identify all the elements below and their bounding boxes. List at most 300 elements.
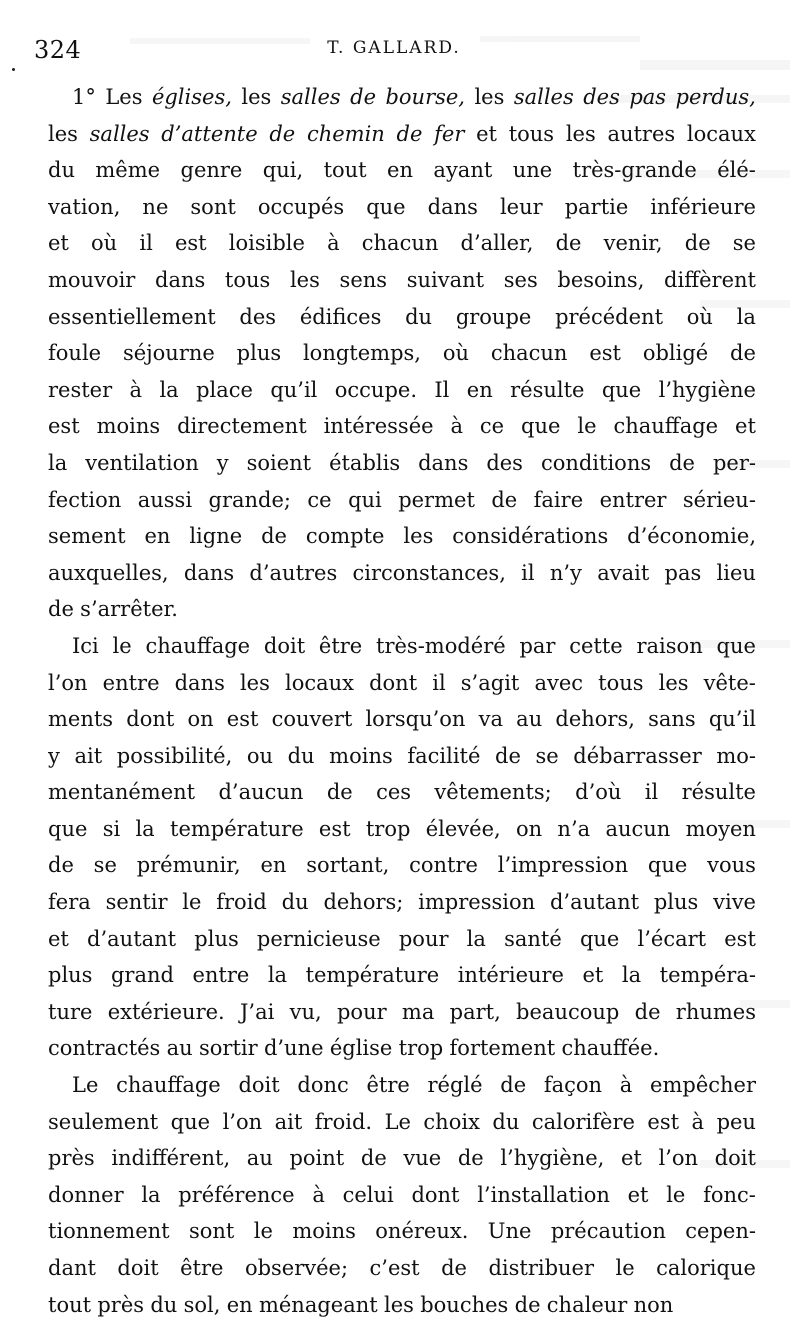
word: fonc- (703, 1182, 756, 1207)
word: il (139, 231, 153, 256)
word: est (174, 231, 207, 256)
word: il (644, 780, 659, 805)
word: plus (236, 341, 282, 366)
word: ventilation (85, 450, 199, 475)
word: à (691, 1109, 705, 1134)
word: fortement (449, 1036, 556, 1061)
word: de (326, 780, 353, 805)
word: du (405, 304, 433, 329)
italic-word: d’attente (161, 121, 258, 146)
text-line (48, 665, 756, 702)
word: à (312, 1182, 325, 1207)
word: Le (72, 1073, 99, 1098)
word: de (457, 1146, 484, 1171)
word: dans (427, 194, 478, 219)
text-line (48, 738, 756, 775)
word: d’aucun (218, 780, 304, 805)
word: cette (569, 633, 623, 658)
word: dont (369, 670, 418, 695)
word: l’on (658, 1146, 699, 1171)
word: essentiellement (48, 304, 216, 329)
word: auxquelles, (48, 560, 169, 585)
italic-word: des (583, 85, 620, 109)
word: en (387, 158, 413, 183)
word: et (582, 963, 604, 988)
word: sont (188, 1219, 235, 1244)
word: la (135, 816, 155, 841)
text-line (48, 847, 756, 884)
word: se (732, 231, 756, 256)
word: conditions (540, 450, 652, 475)
word: d’autres (249, 560, 338, 585)
word: groupe (455, 304, 532, 329)
word: dans (418, 450, 469, 475)
text-line (48, 921, 756, 958)
word: froid (216, 890, 267, 915)
word: directement (177, 414, 307, 439)
word: lieu (716, 560, 756, 585)
word: chauffée. (561, 1036, 660, 1061)
word: calorifère (531, 1109, 635, 1134)
word: possibilité, (116, 743, 233, 768)
word: d’autant (87, 926, 177, 951)
word: occupés (257, 194, 345, 219)
word: aussi (137, 487, 193, 512)
word: moins (292, 1219, 356, 1244)
text-line (48, 335, 756, 372)
word: partie (564, 194, 629, 219)
word: sement (48, 524, 126, 549)
word: les (384, 1292, 414, 1317)
word: élevée, (425, 816, 501, 841)
word: tous (224, 267, 271, 292)
word: cepen- (685, 1219, 756, 1244)
word: intérieure (457, 963, 564, 988)
word: n’a (557, 816, 591, 841)
word: 1° (72, 85, 96, 109)
word: d’aller, (460, 231, 534, 256)
text-line (48, 774, 756, 811)
word: empêcher (650, 1073, 756, 1098)
word: de (500, 1073, 527, 1098)
word: si (102, 816, 121, 841)
word: impression (418, 890, 536, 915)
word: les (474, 85, 505, 109)
word: part, (449, 999, 501, 1024)
word: d’une (263, 1036, 324, 1061)
word: qu’il (270, 377, 318, 402)
word: ce (479, 414, 505, 439)
word: du (492, 1109, 520, 1134)
word: intéressée (323, 414, 434, 439)
word: en (466, 377, 493, 402)
word: plus (48, 963, 93, 988)
word: pas (664, 560, 702, 585)
word: sont (190, 194, 236, 219)
text-line (48, 408, 756, 445)
word: la (466, 926, 486, 951)
italic-word: pas (629, 85, 667, 109)
word: et (48, 926, 69, 951)
word: où (91, 231, 118, 256)
word: leur (499, 194, 543, 219)
word: le (253, 1219, 273, 1244)
word: Les (105, 85, 143, 109)
word: loisible (228, 231, 305, 256)
word: d’économie, (627, 524, 756, 549)
italic-word: de (269, 121, 296, 146)
text-line (48, 189, 756, 226)
word: moyen (685, 816, 756, 841)
word: pour (336, 999, 387, 1024)
word: chacun (361, 231, 439, 256)
paragraph (48, 79, 756, 628)
italic-word: salles (513, 85, 574, 109)
word: séjourne (122, 341, 215, 366)
text-line (48, 79, 756, 116)
word: froid. (314, 1109, 373, 1134)
word: rhumes (675, 999, 756, 1024)
word: est (226, 707, 259, 732)
word: sentir (105, 890, 168, 915)
word: s’agit (460, 670, 520, 695)
word: vu, (289, 999, 322, 1024)
word: du (287, 743, 315, 768)
word: facilité (407, 743, 481, 768)
word: de (261, 524, 287, 549)
word: ses (503, 267, 538, 292)
word: longtemps, (302, 341, 421, 366)
italic-word: chemin (306, 121, 385, 146)
word: on (187, 707, 214, 732)
word: de (360, 1146, 387, 1171)
word: mouvoir (48, 267, 136, 292)
word: entrer (599, 487, 667, 512)
word: donner (48, 1182, 124, 1207)
word: Une (487, 1219, 532, 1244)
word: moins (96, 414, 161, 439)
word: sortant, (306, 853, 390, 878)
italic-word: perdus, (675, 85, 756, 109)
word: peu (716, 1109, 756, 1134)
word: mo- (716, 743, 756, 768)
word: d’où (575, 780, 622, 805)
word: l’impression (497, 853, 629, 878)
word: donc (297, 1073, 349, 1098)
word: l’hygiène (658, 377, 756, 402)
italic-word: églises, (151, 85, 232, 109)
word: compte (305, 524, 385, 549)
word: chaleur (546, 1292, 628, 1317)
word: les (48, 121, 78, 146)
word: au (166, 1036, 193, 1061)
word: ma (401, 999, 435, 1024)
word: où (442, 341, 469, 366)
text-line (48, 884, 756, 921)
word: vêtements; (434, 780, 552, 805)
word: les (289, 267, 320, 292)
word: c’est (369, 1256, 420, 1280)
text-line (48, 1177, 756, 1214)
text-line (48, 152, 756, 189)
word: doit (263, 633, 306, 658)
word: même (95, 158, 161, 183)
text-line (48, 372, 756, 409)
word: où (686, 304, 713, 329)
word: près (48, 1146, 95, 1171)
word: qu’il (708, 707, 756, 732)
word: de (555, 231, 582, 256)
word: observée; (244, 1256, 349, 1280)
word: de (495, 743, 521, 768)
word: que (521, 414, 561, 439)
text-line (48, 1287, 756, 1324)
word: fection (48, 487, 122, 512)
text-line (48, 994, 756, 1031)
word: Ici (72, 633, 99, 658)
paragraph (48, 628, 756, 1067)
word: doit (238, 1073, 280, 1098)
word: ait (274, 1109, 303, 1134)
word: considérations (452, 524, 609, 549)
word: aucun (605, 816, 671, 841)
word: l’écart (637, 926, 707, 951)
word: sortir (198, 1036, 258, 1061)
word: tout (323, 158, 367, 183)
word: est (318, 816, 351, 841)
word: résulte (681, 780, 756, 805)
word: de (491, 487, 518, 512)
word: et (735, 414, 756, 439)
word: sérieu- (682, 487, 756, 512)
italic-word: bourse, (385, 85, 465, 109)
word: point (289, 1146, 345, 1171)
word: se (535, 743, 559, 768)
word: dont (411, 1182, 460, 1207)
word: est (724, 926, 756, 951)
word: de (634, 999, 661, 1024)
word: n’y (549, 560, 582, 585)
word: vue (403, 1146, 442, 1171)
word: ture (48, 999, 93, 1024)
word: doit (714, 1146, 756, 1171)
word: entre (102, 670, 160, 695)
word: la (267, 963, 288, 988)
text-line (48, 1213, 756, 1250)
word: du (281, 890, 309, 915)
text-line (48, 701, 756, 738)
word: foule (48, 341, 102, 366)
text-line (48, 445, 756, 482)
page-header (34, 30, 754, 70)
word: permet (398, 487, 475, 512)
word: dans (155, 267, 206, 292)
word: les (239, 670, 270, 695)
word: occupe. (334, 377, 418, 402)
word: vête- (703, 670, 756, 695)
text-line (48, 1030, 756, 1067)
word: température (170, 816, 304, 841)
word: que (366, 194, 406, 219)
italic-word: de (350, 85, 376, 109)
word: dans (174, 670, 225, 695)
word: pernicieuse (256, 926, 381, 951)
word: une (512, 158, 553, 183)
word: plus (653, 890, 699, 915)
word: ayant (433, 158, 493, 183)
word: sens (339, 267, 388, 292)
word: être (318, 633, 363, 658)
word: chauffage (145, 633, 251, 658)
word: de (684, 231, 711, 256)
word: que (647, 853, 688, 878)
word: obligé (642, 341, 709, 366)
word: est (48, 414, 80, 439)
word: on (515, 816, 543, 841)
word: de (514, 1292, 541, 1317)
word: vation, (48, 194, 121, 219)
text-line (48, 1250, 756, 1287)
word: choix (423, 1109, 480, 1134)
word: que (716, 633, 756, 658)
word: la (159, 377, 179, 402)
word: raison (636, 633, 703, 658)
word: le (182, 890, 202, 915)
word: locaux (686, 121, 756, 146)
word: près (97, 1292, 145, 1317)
word: élé- (717, 158, 756, 183)
word: moins (329, 743, 393, 768)
word: autres (607, 121, 676, 146)
word: est (589, 341, 621, 366)
word: la (141, 1182, 161, 1207)
word: circonstances, (352, 560, 506, 585)
word: per- (712, 450, 756, 475)
word: le (666, 1182, 686, 1207)
text-line (48, 262, 756, 299)
word: venir, (603, 231, 663, 256)
word: J’ai (240, 999, 275, 1024)
word: genre (180, 158, 243, 183)
word: qui (348, 487, 382, 512)
word: l’hygiène, (500, 1146, 605, 1171)
word: en (226, 1292, 253, 1317)
word: onéreux. (375, 1219, 469, 1244)
word: tionnement (48, 1219, 170, 1244)
word: précaution (550, 1219, 666, 1244)
word: contre (409, 853, 478, 878)
word: seulement (48, 1109, 159, 1134)
word: la (621, 963, 642, 988)
word: est (647, 1109, 680, 1134)
word: dant (48, 1256, 96, 1280)
word: préférence (178, 1182, 295, 1207)
text-line (48, 1067, 756, 1104)
word: édifices (299, 304, 382, 329)
word: diffèrent (664, 267, 756, 292)
word: tous (598, 670, 644, 695)
word: couvert (271, 707, 353, 732)
word: le (112, 633, 132, 658)
word: au (246, 1146, 273, 1171)
word: d’autant (549, 890, 640, 915)
word: température (305, 963, 440, 988)
word: très-modéré (376, 633, 506, 658)
word: besoins, (557, 267, 645, 292)
word: être (366, 1073, 410, 1098)
word: extérieure. (107, 999, 225, 1024)
word: que (579, 926, 620, 951)
word: non (633, 1292, 674, 1317)
word: celui (342, 1182, 394, 1207)
text-line (48, 299, 756, 336)
word: bouches (420, 1292, 509, 1317)
word: par (519, 633, 556, 658)
word: établis (329, 450, 401, 475)
page-edge-speck (12, 68, 15, 71)
text-line (48, 591, 756, 628)
word: les (658, 670, 689, 695)
word: avec (534, 670, 584, 695)
word: sans (648, 707, 696, 732)
word: très-grande (572, 158, 697, 183)
word: que (601, 377, 642, 402)
word: dans (183, 560, 235, 585)
word: prémunir, (136, 853, 241, 878)
italic-word: salles (280, 85, 341, 109)
word: au (516, 707, 543, 732)
word: va (478, 707, 504, 732)
word: en (260, 853, 287, 878)
word: ments (48, 707, 114, 732)
word: grand (110, 963, 174, 988)
word: fera (48, 890, 91, 915)
word: il (521, 560, 535, 585)
text-line (48, 225, 756, 262)
word: qui, (262, 158, 304, 183)
word: lorsqu’on (365, 707, 466, 732)
word: à (129, 377, 143, 402)
word: que (170, 1109, 211, 1134)
word: ait (74, 743, 103, 768)
word: et (627, 1182, 649, 1207)
text-line (48, 957, 756, 994)
body-text (48, 79, 756, 1323)
word: distribuer (488, 1256, 595, 1280)
word: résulte (510, 377, 585, 402)
word: les (241, 85, 272, 109)
page-number: 324 (34, 36, 82, 64)
word: y (48, 743, 60, 768)
word: dehors; (323, 890, 404, 915)
word: ou (246, 743, 274, 768)
word: entre (192, 963, 250, 988)
word: dont (126, 707, 175, 732)
word: dehors, (555, 707, 635, 732)
word: chauffage (116, 1073, 221, 1098)
word: place (196, 377, 253, 402)
text-line (48, 811, 756, 848)
word: Le (384, 1109, 411, 1134)
word: façon (543, 1073, 603, 1098)
word: inférieure (650, 194, 756, 219)
word: église (329, 1036, 393, 1061)
word: à (619, 1073, 633, 1098)
word: pour (398, 926, 449, 951)
word: de (48, 597, 74, 622)
word: du (48, 158, 75, 183)
word: y (216, 450, 229, 475)
